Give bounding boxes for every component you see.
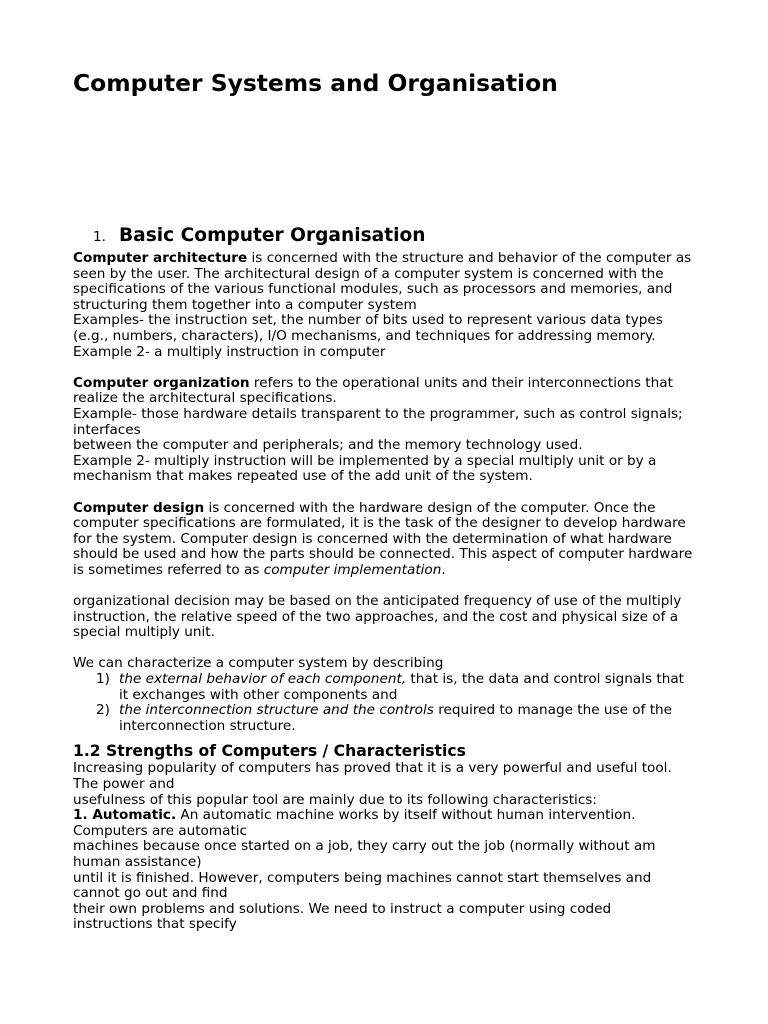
list-item-number: 1) <box>96 671 110 688</box>
organization-term: Computer organization <box>73 374 250 391</box>
automatic-body-2: machines because once started on a job, they carry out the job (normally without am human assistance) <box>73 838 656 870</box>
architecture-paragraph <box>73 251 693 313</box>
organization-example-1: Example- those hardware details transparent to the programmer, such as control signals; interfaces <box>73 405 683 438</box>
automatic-body-1: An automatic machine works by itself without human intervention. Computers are automatic <box>73 807 636 839</box>
characterize-intro: We can characterize a computer system by describing <box>73 655 444 672</box>
organization-body: refers to the operational units and their interconnections that realize the architectural specifications. <box>73 374 673 407</box>
section-2-heading: 1.2 Strengths of Computers / Characteristics <box>73 742 466 761</box>
section-basic-organisation <box>73 225 693 933</box>
section-heading <box>73 225 693 251</box>
organization-paragraph <box>73 376 693 407</box>
list-item-number: 2) <box>96 702 110 719</box>
design-body: is concerned with the hardware design of the computer. Once the computer specifications are formulated, it is the task of the designer to develop hardware for the system. Computer design is concerned with the determination of what hardware should be used and how the parts should be connected. This aspect of computer hardware is sometimes referred to as <box>73 499 693 578</box>
architecture-example-2: Example 2- a multiply instruction in computer <box>73 343 386 360</box>
architecture-term: Computer architecture <box>73 250 248 266</box>
design-paragraph <box>73 501 693 579</box>
section-2-line-2: usefulness of this popular tool are mainly due to its following characteristics: <box>73 791 597 808</box>
automatic-body-4: their own problems and solutions. We need to instruct a computer using coded instructions that specify <box>73 900 612 933</box>
list-item-rest: that is, the data and control signals that it exchanges with other components and <box>119 671 684 703</box>
architecture-body: is concerned with the structure and behavior of the computer as seen by the user. The architectural design of a computer system is concerned with the specifications of the various functional modules, such as processors and memories, and structuring them together into a computer system <box>73 250 692 313</box>
list-item <box>73 672 693 703</box>
design-term: Computer design <box>73 499 205 516</box>
characterize-list <box>73 672 693 734</box>
section-title: Basic Computer Organisation <box>119 225 426 246</box>
automatic-paragraph <box>73 808 693 839</box>
list-item <box>73 703 693 734</box>
design-emphasis: computer implementation <box>263 561 442 578</box>
list-item-emphasis: the interconnection structure and the controls <box>119 702 434 719</box>
section-number: 1. <box>93 229 106 245</box>
list-item-emphasis: the external behavior of each component, <box>119 671 407 688</box>
automatic-label: 1. Automatic. <box>73 807 177 824</box>
decision-paragraph: organizational decision may be based on the anticipated frequency of use of the multiply instruction, the relative speed of the two approaches, and the cost and physical size of a special multiply unit. <box>73 593 682 641</box>
automatic-body-3: until it is finished. However, computers being machines cannot start themselves and cannot go out and find <box>73 869 652 902</box>
section-2-line-1: Increasing popularity of computers has proved that it is a very powerful and useful tool. The power and <box>73 760 672 792</box>
list-item-rest: required to manage the use of the interconnection structure. <box>119 702 673 734</box>
design-end: . <box>441 561 446 578</box>
organization-example-2: Example 2- multiply instruction will be implemented by a special multiply unit or by a mechanism that makes repeated use of the add unit of the system. <box>73 452 657 485</box>
list-item-text <box>119 672 693 703</box>
organization-example-1b: between the computer and peripherals; and the memory technology used. <box>73 437 583 454</box>
architecture-example-1: Examples- the instruction set, the number of bits used to represent various data types (e.g., numbers, characters), I/O mechanisms, and techniques for addressing memory. <box>73 312 663 344</box>
document-title: Computer Systems and Organisation <box>73 69 558 97</box>
list-item-text <box>119 703 693 734</box>
